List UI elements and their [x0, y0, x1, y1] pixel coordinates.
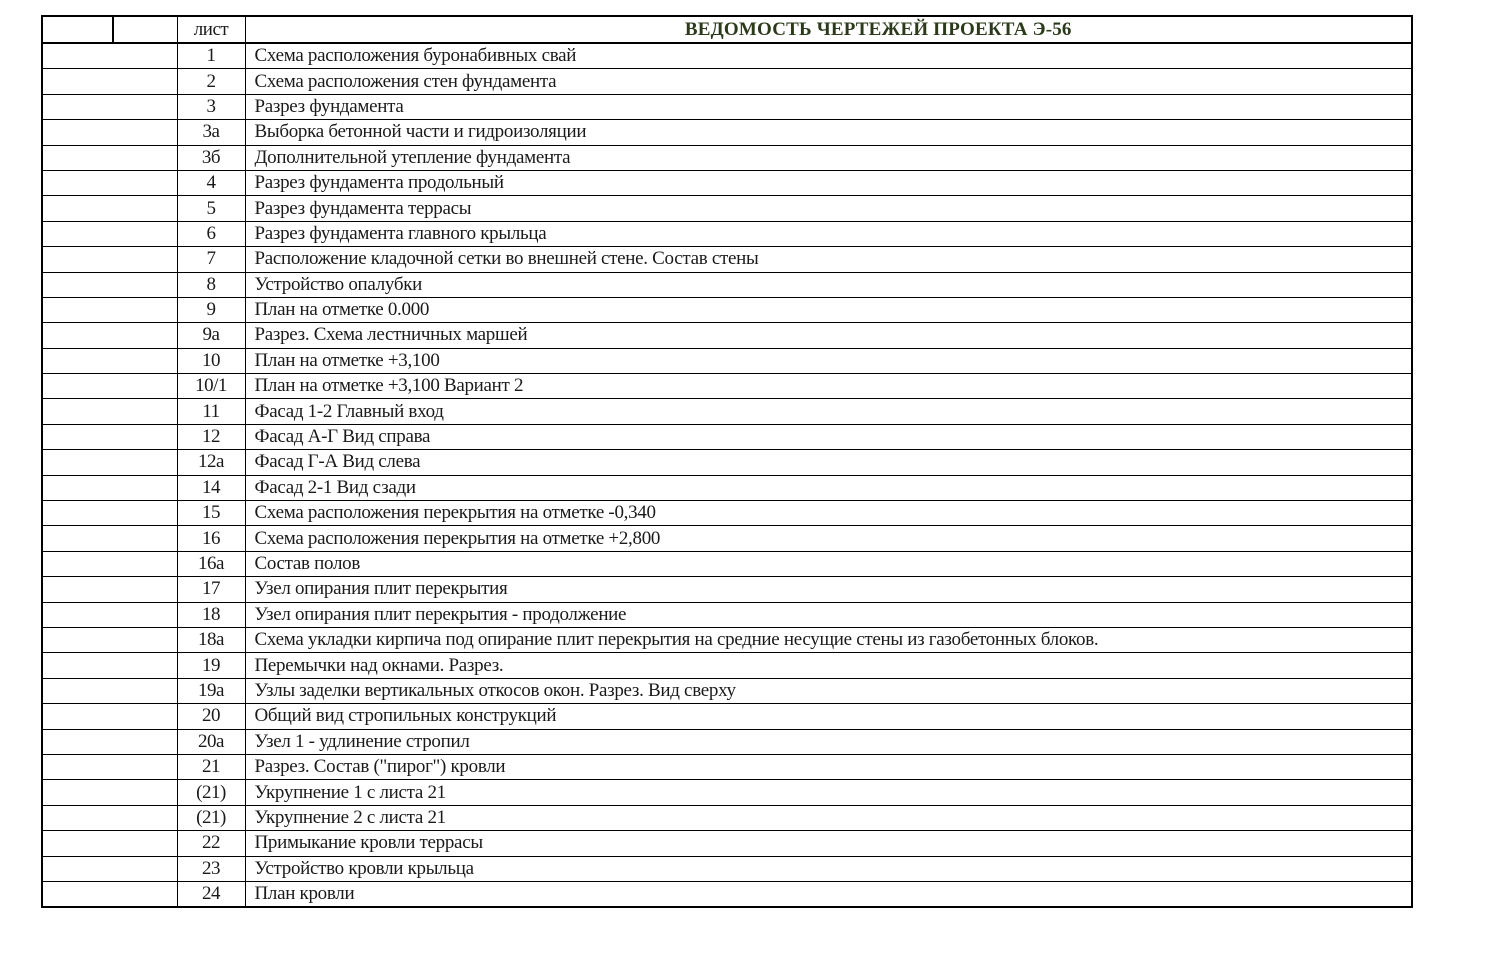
- table-row: [42, 577, 1412, 602]
- sheet-number: 21: [177, 754, 245, 779]
- row-blank-cell: [42, 602, 177, 627]
- table-row: [42, 43, 1412, 69]
- sheet-title: Фасад 1-2 Главный вход: [245, 399, 1412, 424]
- sheet-number: 4: [177, 170, 245, 195]
- table-row: [42, 805, 1412, 830]
- table-row: [42, 399, 1412, 424]
- sheet-title: Разрез. Схема лестничных маршей: [245, 323, 1412, 348]
- row-blank-cell: [42, 475, 177, 500]
- table-row: [42, 348, 1412, 373]
- table-row: [42, 627, 1412, 652]
- table-row: [42, 653, 1412, 678]
- sheet-number: 1: [177, 43, 245, 69]
- sheet-title: Перемычки над окнами. Разрез.: [245, 653, 1412, 678]
- sheet-title: Схема расположения перекрытия на отметке +2,800: [245, 526, 1412, 551]
- row-blank-cell: [42, 297, 177, 322]
- sheet-title: Схема укладки кирпича под опирание плит перекрытия на средние несущие стены из газобетонных блоков.: [245, 627, 1412, 652]
- row-blank-cell: [42, 94, 177, 119]
- row-blank-cell: [42, 856, 177, 881]
- table-row: [42, 69, 1412, 94]
- sheet-number: 12: [177, 424, 245, 449]
- table-row: [42, 272, 1412, 297]
- sheet-title: Состав полов: [245, 551, 1412, 576]
- sheet-title: Примыкание кровли террасы: [245, 831, 1412, 856]
- sheet-number: 9: [177, 297, 245, 322]
- table-row: [42, 501, 1412, 526]
- sheet-title: Устройство опалубки: [245, 272, 1412, 297]
- sheet-number: 2: [177, 69, 245, 94]
- sheet-number: 12а: [177, 450, 245, 475]
- sheet-number: 18а: [177, 627, 245, 652]
- sheet-number: 7: [177, 247, 245, 272]
- sheet-number: 19: [177, 653, 245, 678]
- table-row: [42, 754, 1412, 779]
- sheet-title: Устройство кровли крыльца: [245, 856, 1412, 881]
- sheet-number: 11: [177, 399, 245, 424]
- table-row: [42, 678, 1412, 703]
- row-blank-cell: [42, 272, 177, 297]
- drawings-list-table: [41, 15, 1413, 908]
- sheet-title: Разрез. Состав ("пирог") кровли: [245, 754, 1412, 779]
- sheet-number: 17: [177, 577, 245, 602]
- row-blank-cell: [42, 704, 177, 729]
- row-blank-cell: [42, 348, 177, 373]
- table-row: [42, 780, 1412, 805]
- sheet-number: 19а: [177, 678, 245, 703]
- table-row: [42, 145, 1412, 170]
- row-blank-cell: [42, 43, 177, 69]
- page-title: [245, 16, 1412, 43]
- row-blank-cell: [42, 526, 177, 551]
- sheet-title: Узлы заделки вертикальных откосов окон. Разрез. Вид сверху: [245, 678, 1412, 703]
- table-row: [42, 170, 1412, 195]
- page-title-text: ВЕДОМОСТЬ ЧЕРТЕЖЕЙ ПРОЕКТА Э-56: [684, 18, 1072, 40]
- table-row: [42, 374, 1412, 399]
- sheet-title: Схема расположения стен фундамента: [245, 69, 1412, 94]
- sheet-title: Расположение кладочной сетки во внешней стене. Состав стены: [245, 247, 1412, 272]
- sheet-number: 22: [177, 831, 245, 856]
- table-row: [42, 94, 1412, 119]
- sheet-title: Разрез фундамента продольный: [245, 170, 1412, 195]
- row-blank-cell: [42, 780, 177, 805]
- table-row: [42, 881, 1412, 907]
- table-body: [42, 16, 1412, 907]
- sheet-number: 5: [177, 196, 245, 221]
- table-row: [42, 475, 1412, 500]
- row-blank-cell: [42, 754, 177, 779]
- sheet-title: Фасад А-Г Вид справа: [245, 424, 1412, 449]
- table-row: [42, 602, 1412, 627]
- sheet-title: Фасад Г-А Вид слева: [245, 450, 1412, 475]
- table-row: [42, 551, 1412, 576]
- row-blank-cell: [42, 399, 177, 424]
- sheet-number: 9а: [177, 323, 245, 348]
- sheet-number: 8: [177, 272, 245, 297]
- sheet-number: 14: [177, 475, 245, 500]
- sheet-number: 20а: [177, 729, 245, 754]
- row-blank-cell: [42, 120, 177, 145]
- table-row: [42, 297, 1412, 322]
- sheet-number: 20: [177, 704, 245, 729]
- row-blank-cell: [42, 831, 177, 856]
- row-blank-cell: [42, 374, 177, 399]
- sheet-number: (21): [177, 780, 245, 805]
- header-sheet-label: лист: [177, 16, 245, 43]
- row-blank-cell: [42, 678, 177, 703]
- sheet-title: Схема расположения буронабивных свай: [245, 43, 1412, 69]
- table-row: [42, 120, 1412, 145]
- table-row: [42, 450, 1412, 475]
- row-blank-cell: [42, 221, 177, 246]
- sheet-number: 10/1: [177, 374, 245, 399]
- table-row: [42, 729, 1412, 754]
- table-header-row: [42, 16, 1412, 43]
- row-blank-cell: [42, 145, 177, 170]
- row-blank-cell: [42, 729, 177, 754]
- sheet-number: (21): [177, 805, 245, 830]
- sheet-number: 3б: [177, 145, 245, 170]
- sheet-title: Укрупнение 1 с листа 21: [245, 780, 1412, 805]
- row-blank-cell: [42, 577, 177, 602]
- sheet-title: Дополнительной утепление фундамента: [245, 145, 1412, 170]
- sheet-title: План на отметке 0.000: [245, 297, 1412, 322]
- sheet-number: 10: [177, 348, 245, 373]
- sheet-title: Фасад 2-1 Вид сзади: [245, 475, 1412, 500]
- sheet-title: Укрупнение 2 с листа 21: [245, 805, 1412, 830]
- row-blank-cell: [42, 247, 177, 272]
- sheet-title: Выборка бетонной части и гидроизоляции: [245, 120, 1412, 145]
- header-blank-cell-b: [113, 16, 177, 43]
- table-row: [42, 323, 1412, 348]
- sheet-number: 15: [177, 501, 245, 526]
- sheet-number: 16а: [177, 551, 245, 576]
- table-row: [42, 424, 1412, 449]
- table-row: [42, 247, 1412, 272]
- sheet-title: Общий вид стропильных конструкций: [245, 704, 1412, 729]
- row-blank-cell: [42, 424, 177, 449]
- row-blank-cell: [42, 551, 177, 576]
- table-row: [42, 831, 1412, 856]
- row-blank-cell: [42, 69, 177, 94]
- sheet-title: Узел опирания плит перекрытия: [245, 577, 1412, 602]
- sheet-title: План кровли: [245, 881, 1412, 907]
- row-blank-cell: [42, 196, 177, 221]
- row-blank-cell: [42, 170, 177, 195]
- sheet-title: Разрез фундамента главного крыльца: [245, 221, 1412, 246]
- table-row: [42, 221, 1412, 246]
- table-row: [42, 856, 1412, 881]
- table-row: [42, 704, 1412, 729]
- table-row: [42, 526, 1412, 551]
- sheet-number: 6: [177, 221, 245, 246]
- row-blank-cell: [42, 323, 177, 348]
- sheet-number: 23: [177, 856, 245, 881]
- row-blank-cell: [42, 450, 177, 475]
- sheet-number: 3: [177, 94, 245, 119]
- row-blank-cell: [42, 501, 177, 526]
- header-blank-cell-a: [42, 16, 113, 43]
- sheet-title: План на отметке +3,100: [245, 348, 1412, 373]
- sheet-title: Разрез фундамента террасы: [245, 196, 1412, 221]
- sheet-title: Схема расположения перекрытия на отметке -0,340: [245, 501, 1412, 526]
- sheet-title: Узел опирания плит перекрытия - продолжение: [245, 602, 1412, 627]
- table-row: [42, 196, 1412, 221]
- sheet-number: 3а: [177, 120, 245, 145]
- sheet-title: Разрез фундамента: [245, 94, 1412, 119]
- row-blank-cell: [42, 653, 177, 678]
- sheet-title: План на отметке +3,100 Вариант 2: [245, 374, 1412, 399]
- row-blank-cell: [42, 881, 177, 907]
- row-blank-cell: [42, 627, 177, 652]
- sheet-number: 24: [177, 881, 245, 907]
- row-blank-cell: [42, 805, 177, 830]
- sheet-title: Узел 1 - удлинение стропил: [245, 729, 1412, 754]
- sheet-number: 18: [177, 602, 245, 627]
- sheet-number: 16: [177, 526, 245, 551]
